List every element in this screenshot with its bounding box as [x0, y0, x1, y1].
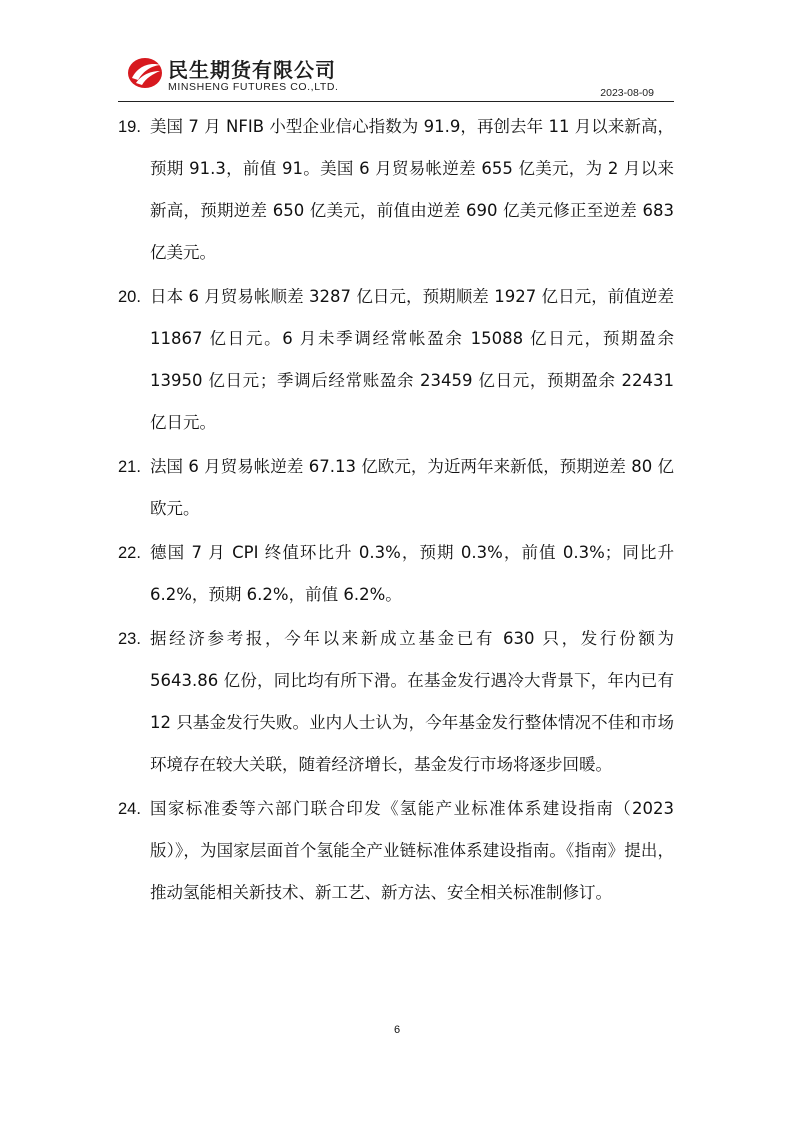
item-text: 美国 7 月 NFIB 小型企业信心指数为 91.9，再创去年 11 月以来新高，预期 91.3，前值 91。美国 6 月贸易帐逆差 655 亿美元，为 2 月以来新高，预期逆差 650 亿美元，前值由逆差 690 亿美元修正至逆差 683 亿美元。 [150, 117, 674, 262]
item-text: 国家标准委等六部门联合印发《氢能产业标准体系建设指南（2023 版）》，为国家层面首个氢能全产业链标准体系建设指南。《指南》提出，推动氢能相关新技术、新工艺、新方法、安全相关标准制修订。 [150, 799, 674, 902]
item-number: 24. [118, 800, 141, 818]
minsheng-logo-icon [126, 56, 164, 90]
page-header [118, 50, 674, 102]
item-text: 日本 6 月贸易帐顺差 3287 亿日元，预期顺差 1927 亿日元，前值逆差 11867 亿日元。6 月未季调经常帐盈余 15088 亿日元，预期盈余 13950 亿日元；季调后经常账盈余 23459 亿日元，预期盈余 22431 亿日元。 [150, 287, 674, 432]
company-name-cn: 民生期货有限公司 [168, 58, 336, 82]
item-number: 19. [118, 118, 141, 136]
report-date: 2023-08-09 [600, 87, 654, 99]
company-name-en: MINSHENG FUTURES CO.,LTD. [168, 81, 339, 93]
list-item [118, 788, 674, 914]
header-divider [118, 101, 674, 102]
item-text: 法国 6 月贸易帐逆差 67.13 亿欧元，为近两年来新低，预期逆差 80 亿欧元。 [150, 457, 674, 518]
item-text: 据经济参考报，今年以来新成立基金已有 630 只，发行份额为 5643.86 亿份，同比均有所下滑。在基金发行遇冷大背景下，年内已有 12 只基金发行失败。业内人士认为，今年基金发行整体情况不佳和市场环境存在较大关联，随着经济增长，基金发行市场将逐步回暖。 [150, 629, 674, 774]
list-item [118, 532, 674, 616]
item-number: 21. [118, 458, 141, 476]
item-number: 22. [118, 544, 141, 562]
item-text: 德国 7 月 CPI 终值环比升 0.3%，预期 0.3%，前值 0.3%；同比升 6.2%，预期 6.2%，前值 6.2%。 [150, 543, 674, 604]
page-number: 6 [393, 1024, 401, 1036]
item-number: 20. [118, 288, 141, 306]
list-item [118, 106, 674, 274]
news-list [118, 106, 674, 916]
list-item [118, 618, 674, 786]
item-number: 23. [118, 630, 141, 648]
list-item [118, 446, 674, 530]
list-item [118, 276, 674, 444]
